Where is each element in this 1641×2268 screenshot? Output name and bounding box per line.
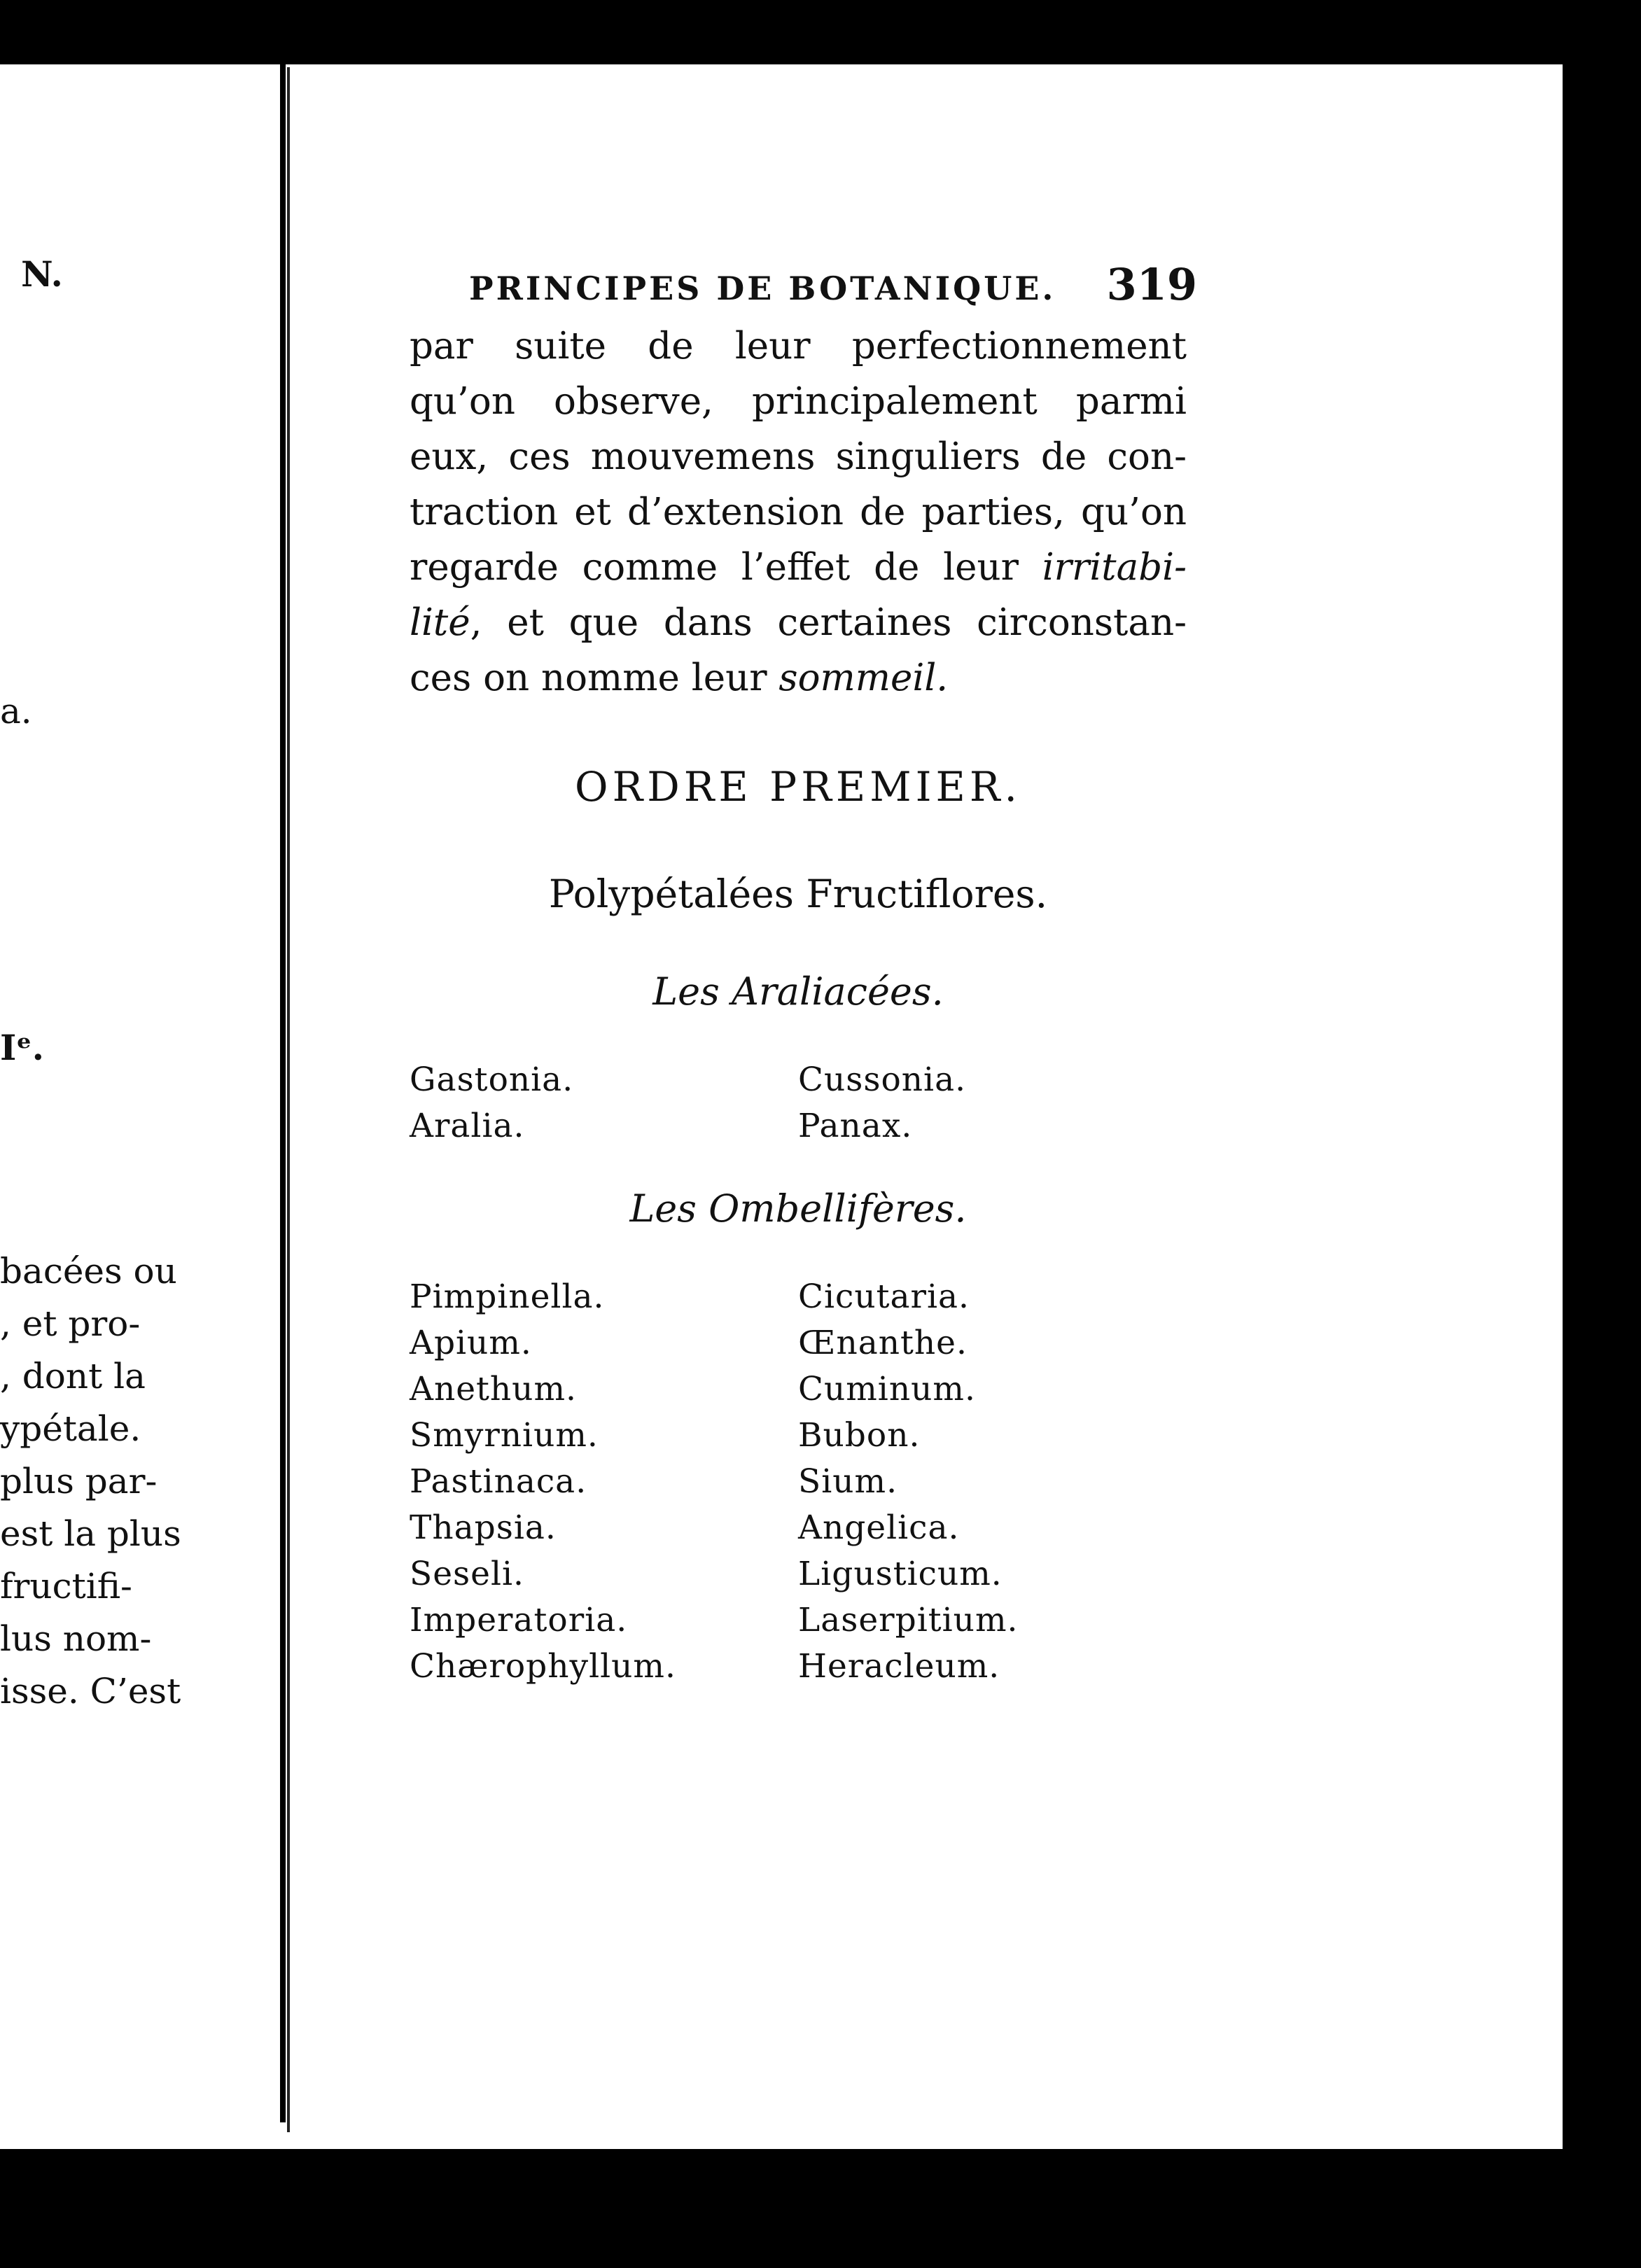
order-heading: ORDRE PREMIER. bbox=[575, 763, 1021, 811]
genus-name: Gastonia. bbox=[410, 1060, 574, 1099]
text-line: ces on nomme leur sommeil. bbox=[410, 657, 949, 699]
genus-name: Laserpitium. bbox=[798, 1601, 1019, 1639]
scan-border-top bbox=[0, 0, 1641, 64]
genus-name: Cicutaria. bbox=[798, 1278, 970, 1316]
genus-name: Œnanthe. bbox=[798, 1324, 968, 1362]
scan-border-right bbox=[1563, 0, 1641, 2268]
left-page-fragment: est la plus bbox=[0, 1513, 181, 1554]
family-heading: Les Ombellifères. bbox=[629, 1186, 967, 1231]
text-line: eux, ces mouvemens singuliers de con- bbox=[410, 435, 1187, 478]
genus-name: Seseli. bbox=[410, 1555, 524, 1593]
genus-name: Bubon. bbox=[798, 1416, 921, 1455]
genus-name: Smyrnium. bbox=[410, 1416, 599, 1455]
left-page-fragment: ypétale. bbox=[0, 1408, 141, 1449]
left-page-fragment: N. bbox=[21, 253, 63, 295]
page-number: 319 bbox=[1106, 259, 1197, 310]
text-line: traction et d’extension de parties, qu’on bbox=[410, 491, 1187, 533]
genus-name: Cuminum. bbox=[798, 1370, 976, 1408]
left-page-fragment: , et pro- bbox=[0, 1303, 141, 1344]
family-heading: Les Araliacées. bbox=[652, 969, 944, 1014]
genus-name: Pastinaca. bbox=[410, 1462, 587, 1501]
genus-name: Cussonia. bbox=[798, 1060, 967, 1099]
left-page-fragment: , dont la bbox=[0, 1356, 146, 1396]
left-page-fragment: a. bbox=[0, 691, 32, 732]
left-page-fragment: plus par- bbox=[0, 1461, 158, 1502]
genus-name: Heracleum. bbox=[798, 1647, 1000, 1686]
left-page-fragment: Iᵉ. bbox=[0, 1027, 45, 1068]
text-line: lité, et que dans certaines circonstan- bbox=[410, 601, 1187, 644]
genus-name: Sium. bbox=[798, 1462, 898, 1501]
genus-name: Angelica. bbox=[798, 1508, 960, 1547]
text-line: regarde comme l’effet de leur irritabi- bbox=[410, 546, 1187, 589]
genus-name: Ligusticum. bbox=[798, 1555, 1003, 1593]
text-line: par suite de leur perfectionnement bbox=[410, 325, 1187, 368]
genus-name: Panax. bbox=[798, 1107, 913, 1145]
genus-name: Imperatoria. bbox=[410, 1601, 628, 1639]
genus-name: Anethum. bbox=[410, 1370, 577, 1408]
left-page-fragment: isse. C’est bbox=[0, 1671, 181, 1712]
text-line: qu’on observe, principalement parmi bbox=[410, 380, 1187, 423]
running-head-title: PRINCIPES DE BOTANIQUE. bbox=[469, 270, 1056, 307]
genus-list bbox=[410, 1274, 1187, 1690]
left-page-fragment: fructifi- bbox=[0, 1566, 132, 1606]
genus-name: Pimpinella. bbox=[410, 1278, 605, 1316]
order-subheading: Polypétalées Fructiflores. bbox=[548, 872, 1048, 916]
scan-border-bottom bbox=[0, 2149, 1641, 2268]
genus-name: Aralia. bbox=[410, 1107, 525, 1145]
genus-name: Chærophyllum. bbox=[410, 1647, 676, 1686]
running-head bbox=[469, 259, 1197, 310]
left-page bbox=[0, 64, 286, 2122]
body-paragraph bbox=[410, 318, 1187, 706]
genus-name: Thapsia. bbox=[410, 1508, 557, 1547]
genus-list bbox=[410, 1057, 1187, 1149]
genus-name: Apium. bbox=[410, 1324, 532, 1362]
left-page-fragment: bacées ou bbox=[0, 1251, 177, 1292]
left-page-fragment: lus nom- bbox=[0, 1618, 152, 1659]
